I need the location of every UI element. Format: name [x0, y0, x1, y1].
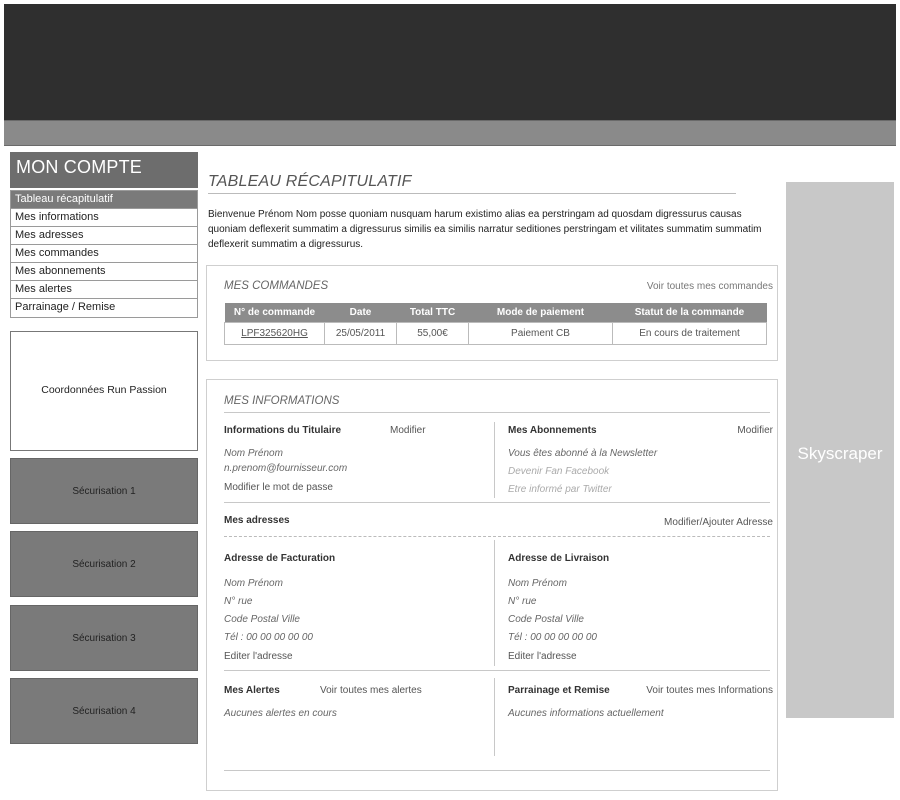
sidebar-title: MON COMPTE [10, 152, 198, 188]
divider [494, 678, 495, 756]
order-total: 55,00€ [397, 322, 469, 344]
facebook-link[interactable]: Devenir Fan Facebook [508, 466, 610, 477]
titulaire-email: n.prenom@fournisseur.com [224, 463, 348, 474]
view-all-informations-link[interactable]: Voir toutes mes Informations [646, 685, 773, 696]
modify-abonnements-link[interactable]: Modifier [737, 425, 773, 436]
facturation-tel: Tél : 00 00 00 00 00 [224, 632, 313, 643]
divider [494, 540, 495, 666]
modify-adresses-link[interactable]: Modifier/Ajouter Adresse [664, 517, 773, 528]
alertes-title: Mes Alertes [224, 685, 280, 696]
alertes-empty-text: Aucunes alertes en cours [224, 708, 337, 719]
twitter-link[interactable]: Etre informé par Twitter [508, 484, 612, 495]
securisation-2-box[interactable]: Sécurisation 2 [10, 531, 198, 597]
change-password-link[interactable]: Modifier le mot de passe [224, 482, 333, 493]
edit-livraison-link[interactable]: Editer l'adresse [508, 651, 577, 662]
title-divider [208, 193, 736, 194]
titulaire-name: Nom Prénom [224, 448, 283, 459]
col-payment: Mode de paiement [469, 303, 613, 322]
divider [224, 670, 770, 671]
facturation-name: Nom Prénom [224, 578, 283, 589]
securisation-4-box[interactable]: Sécurisation 4 [10, 678, 198, 744]
orders-panel [206, 265, 778, 361]
header-banner [4, 4, 896, 120]
newsletter-status: Vous êtes abonné à la Newsletter [508, 448, 658, 459]
facturation-street: N° rue [224, 596, 253, 607]
divider [224, 412, 770, 413]
sidebar-item-commandes[interactable]: Mes commandes [11, 245, 197, 263]
livraison-title: Adresse de Livraison [508, 553, 610, 564]
sidebar-item-alertes[interactable]: Mes alertes [11, 281, 197, 299]
divider [224, 770, 770, 771]
securisation-3-box[interactable]: Sécurisation 3 [10, 605, 198, 671]
sidebar-item-abonnements[interactable]: Mes abonnements [11, 263, 197, 281]
view-all-alertes-link[interactable]: Voir toutes mes alertes [320, 685, 422, 696]
order-number-link[interactable]: LPF325620HG [241, 327, 308, 339]
facturation-title: Adresse de Facturation [224, 553, 336, 564]
modify-titulaire-link[interactable]: Modifier [390, 425, 426, 436]
sidebar-item-adresses[interactable]: Mes adresses [11, 227, 197, 245]
orders-title: MES COMMANDES [224, 280, 329, 292]
sidebar-item-informations[interactable]: Mes informations [11, 209, 197, 227]
facturation-city: Code Postal Ville [224, 614, 300, 625]
welcome-text: Bienvenue Prénom Nom posse quoniam nusquam harum existimo alias ea perstringam ad quosdam digressurus causas quoniam deflexerit summatim a digressurus similis ea similis narratur seditiones perstringam et vilitates summatim summatim deflexerit summatim a digressurus. [208, 209, 762, 250]
sidebar-item-parrainage[interactable]: Parrainage / Remise [11, 299, 197, 317]
order-payment: Paiement CB [469, 322, 613, 344]
adresses-title: Mes adresses [224, 515, 290, 526]
parrainage-title: Parrainage et Remise [508, 685, 610, 696]
divider [494, 422, 495, 498]
livraison-city: Code Postal Ville [508, 614, 584, 625]
livraison-street: N° rue [508, 596, 537, 607]
sidebar-item-tableau[interactable]: Tableau récapitulatif [11, 191, 197, 209]
view-all-orders-link[interactable]: Voir toutes mes commandes [646, 281, 773, 292]
page-title: TABLEAU RÉCAPITULATIF [208, 173, 412, 190]
order-date: 25/05/2011 [325, 322, 397, 344]
livraison-name: Nom Prénom [508, 578, 567, 589]
orders-table [224, 303, 767, 345]
divider [224, 502, 770, 503]
livraison-tel: Tél : 00 00 00 00 00 [508, 632, 597, 643]
securisation-1-box[interactable]: Sécurisation 1 [10, 458, 198, 524]
abonnements-title: Mes Abonnements [508, 425, 597, 436]
col-order-number: N° de commande [225, 303, 325, 322]
coordonnees-box: Coordonnées Run Passion [10, 331, 198, 451]
table-row [225, 322, 767, 344]
informations-title: MES INFORMATIONS [224, 395, 340, 407]
parrainage-empty-text: Aucunes informations actuellement [508, 708, 664, 719]
sidebar-menu [10, 190, 198, 318]
edit-facturation-link[interactable]: Editer l'adresse [224, 651, 293, 662]
titulaire-title: Informations du Titulaire [224, 425, 342, 436]
informations-panel [206, 379, 778, 791]
col-date: Date [325, 303, 397, 322]
col-status: Statut de la commande [613, 303, 767, 322]
col-total: Total TTC [397, 303, 469, 322]
skyscraper-ad[interactable]: Skyscraper [786, 182, 894, 718]
order-status: En cours de traitement [613, 322, 767, 344]
dashed-divider [224, 536, 770, 537]
sidebar [10, 152, 198, 318]
nav-bar [4, 120, 896, 146]
